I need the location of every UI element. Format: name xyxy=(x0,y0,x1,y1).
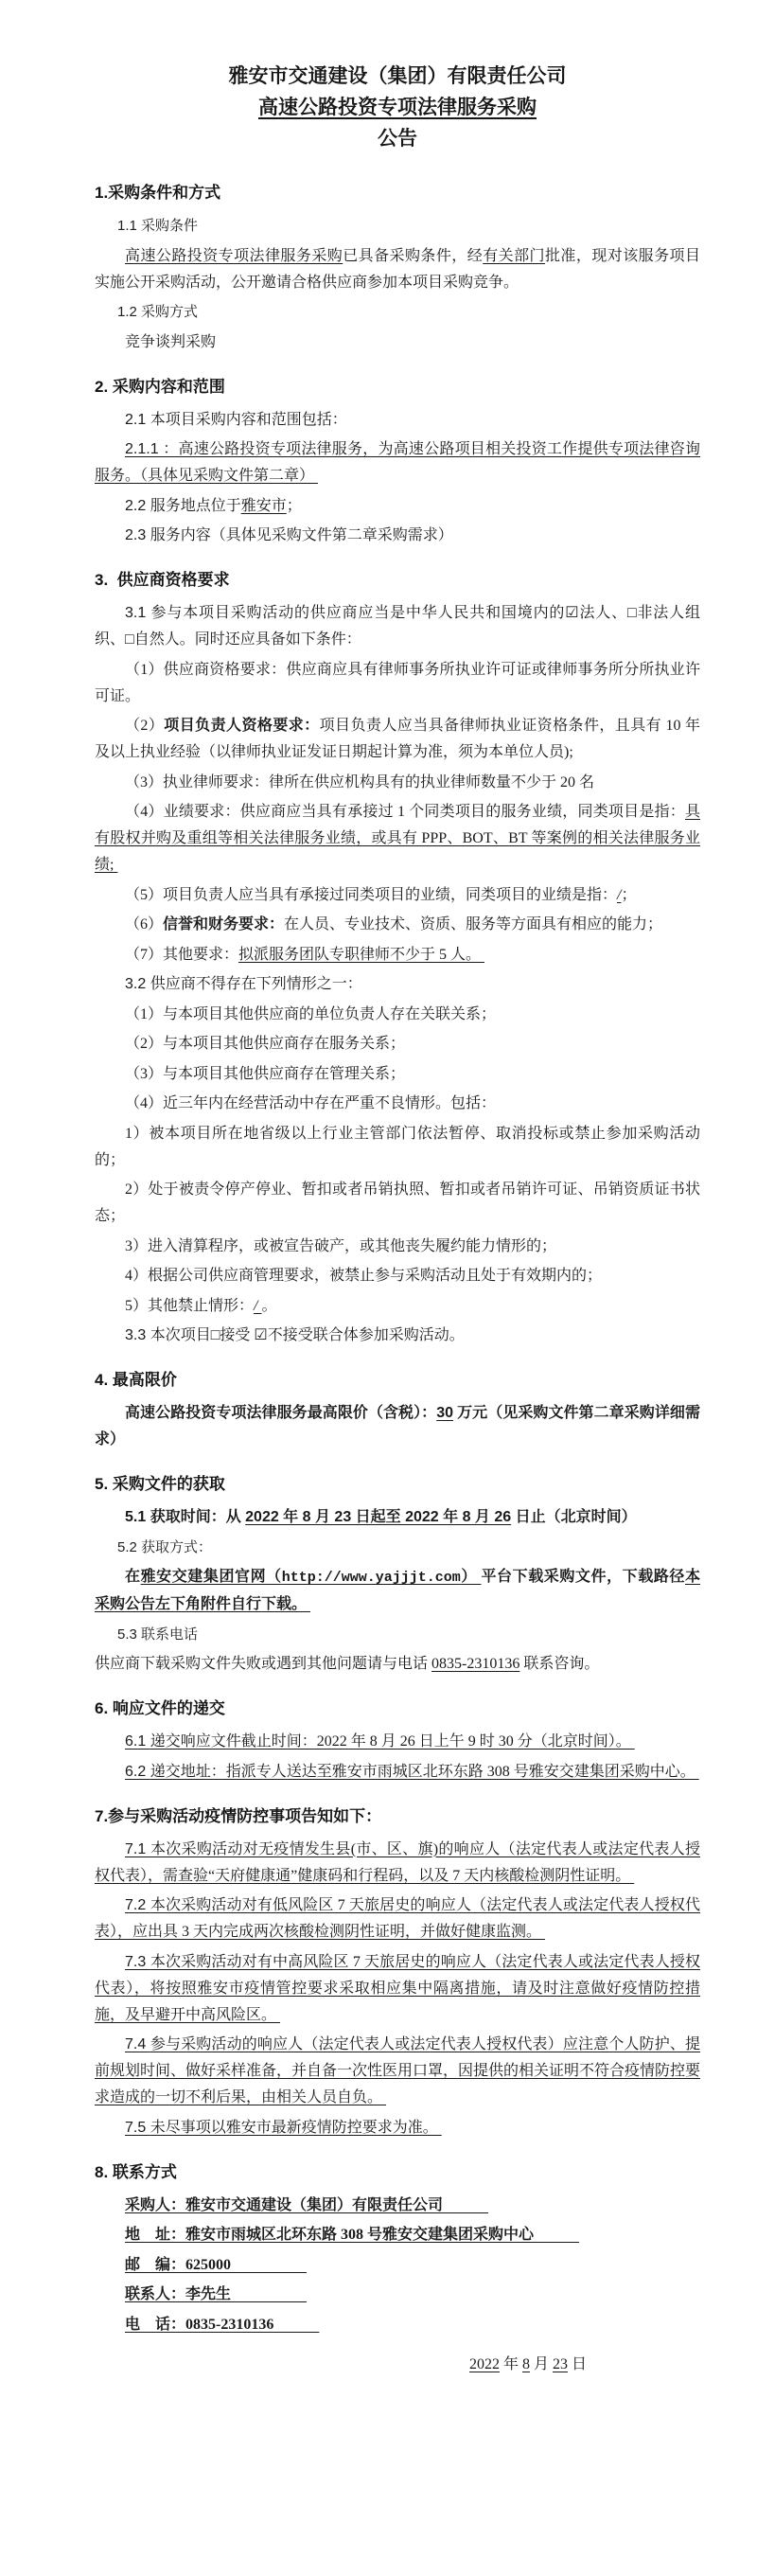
text-segment: / xyxy=(617,886,622,903)
text-segment: 8. 联系方式 xyxy=(95,2162,177,2181)
text-segment: 信誉和财务要求： xyxy=(163,916,285,933)
text-segment: 服务地点位于 xyxy=(150,497,241,514)
section-1-heading xyxy=(95,181,700,205)
clause-7-5 xyxy=(95,2115,700,2141)
text-segment: 平台下载采购文件，下载路径 xyxy=(481,1569,685,1585)
text-segment: 5.1 获取时间：从 xyxy=(125,1509,246,1525)
clause-3-3 xyxy=(95,1323,700,1349)
text-segment: 地 址：雅安市雨城区北环东路 308 号雅安交建集团采购中心 xyxy=(125,2227,580,2243)
announcement-date xyxy=(95,2352,700,2378)
clause-2-3 xyxy=(95,523,700,549)
title-line-company: 雅安市交通建设（集团）有限责任公司 xyxy=(228,65,567,87)
clause-3-2-item-4-sub-4 xyxy=(95,1263,700,1289)
contact-postcode xyxy=(95,2252,700,2279)
text-segment: 自然人。同时还应具备如下条件： xyxy=(133,631,361,648)
text-segment: （3）与本项目其他供应商存在管理关系； xyxy=(125,1065,406,1082)
text-segment: 6.1 xyxy=(125,1733,150,1750)
title-line-project: 高速公路投资专项法律服务采购 xyxy=(258,97,537,118)
text-segment: 联系人：李先生 xyxy=(125,2286,308,2302)
text-segment: / xyxy=(254,1297,262,1314)
clause-3-1-item-1 xyxy=(95,657,700,710)
text-segment: 3. 供应商资格要求 xyxy=(95,571,230,589)
contact-buyer xyxy=(95,2193,700,2219)
text-segment: 批准，现对该服务项目实施公开采购活动，公开邀请合格供应商参加本项目采购竞争。 xyxy=(95,247,700,291)
clause-2-1 xyxy=(95,407,700,434)
date-day: 23 xyxy=(552,2355,568,2372)
text-segment: （2）与本项目其他供应商存在服务关系； xyxy=(125,1036,406,1052)
clause-5-1 xyxy=(95,1504,700,1531)
checkbox-checked-reject-consortium: ☑ xyxy=(254,1327,268,1343)
text-segment: 6. 响应文件的递交 xyxy=(95,1699,225,1717)
text-segment: 未尽事项以雅安市最新疫情防控要求为准。 xyxy=(150,2119,442,2136)
clause-3-2-item-4-sub-2 xyxy=(95,1177,700,1230)
clause-3-2-item-4-sub-5 xyxy=(95,1293,700,1320)
date-year: 2022 xyxy=(468,2355,500,2372)
text-segment: ； xyxy=(286,497,302,514)
text-segment: 采购人：雅安市交通建设（集团）有限责任公司 xyxy=(125,2196,489,2213)
section-5-heading xyxy=(95,1472,700,1497)
text-segment: （2） xyxy=(125,718,165,734)
text-segment: 2. 采购内容和范围 xyxy=(95,377,225,396)
clause-3-1-item-4 xyxy=(95,799,700,879)
text-segment: 5.3 联系电话 xyxy=(117,1626,199,1643)
text-segment: 7.3 xyxy=(125,1953,150,1970)
text-segment: 3.2 xyxy=(125,976,150,992)
text-segment: 7.1 xyxy=(125,1840,150,1857)
text-segment: 高速公路投资专项法律服务，为高速公路项目相关投资工作提供专项法律咨询服务。（具体见采购文件第二章） xyxy=(95,441,700,484)
clause-3-1-item-3 xyxy=(95,770,700,796)
checkbox-unchecked-natural-person: □ xyxy=(125,631,134,648)
text-segment: 项目负责人资格要求： xyxy=(164,718,320,734)
text-segment: （6） xyxy=(125,916,164,933)
text-segment: 不接受联合体参加采购活动。 xyxy=(267,1327,465,1343)
text-segment: 雅安市 xyxy=(240,497,287,514)
checkbox-unchecked-non-legal-person: □ xyxy=(626,605,638,621)
text-segment: 7.参与采购活动疫情防控事项告知如下： xyxy=(95,1806,382,1825)
text-segment: 递交地址：指派专人送达至雅安市雨城区北环东路 308 号雅安交建集团采购中心。 xyxy=(150,1763,699,1780)
text-segment: 3.3 xyxy=(125,1327,150,1343)
section-8-heading xyxy=(95,2160,700,2185)
contact-person xyxy=(95,2282,700,2308)
clause-3-2-item-1 xyxy=(95,1002,700,1028)
text-segment: 年 xyxy=(499,2355,522,2372)
website-url-text: http://www.yajjjt.com xyxy=(281,1570,461,1586)
clause-7-2 xyxy=(95,1892,700,1945)
text-segment: （1）供应商资格要求：供应商应具有律师事务所执业许可证或律师事务所分所执业许可证。 xyxy=(95,661,700,704)
section-3-heading xyxy=(95,568,700,593)
clause-5-3-text xyxy=(95,1651,700,1678)
text-segment: 7.5 xyxy=(125,2119,150,2136)
text-segment: 2.3 xyxy=(125,527,150,543)
text-segment: 竞争谈判采购 xyxy=(125,333,217,350)
text-segment: 万元（见采购文件第二章采购详细需求） xyxy=(95,1405,700,1448)
section-4-heading xyxy=(95,1368,700,1393)
clause-1-2-text xyxy=(95,329,700,356)
text-segment: （4）业绩要求：供应商应当具有承接过 1 个同类项目的服务业绩，同类项目是指： xyxy=(125,804,685,820)
text-segment: 高速公路投资专项法律服务采购 xyxy=(125,247,343,264)
contact-phone xyxy=(95,2312,700,2338)
text-segment: 已具备采购条件，经 xyxy=(343,247,484,264)
text-segment: 供应商下载采购文件失败或遇到其他问题请与电话 xyxy=(95,1656,432,1672)
text-segment: 1.采购条件和方式 xyxy=(95,184,221,202)
text-segment: 具有股权并购及重组等相关法律服务业绩，或具有 PPP、BOT、BT 等案例的相关法律服务业绩; xyxy=(95,804,700,873)
clause-6-2 xyxy=(95,1759,700,1785)
text-segment: 月 xyxy=(529,2355,553,2372)
text-segment: 1.2 采购方式 xyxy=(117,304,199,320)
text-segment: 法人、 xyxy=(578,605,627,621)
clause-2-1-1 xyxy=(95,436,700,489)
clause-7-1 xyxy=(95,1837,700,1890)
text-segment: 5）其他禁止情形： xyxy=(125,1297,255,1314)
text-segment: 2）处于被责令停产停业、暂扣或者吊销执照、暂扣或者吊销许可证、吊销资质证书状态； xyxy=(95,1181,700,1224)
section-7-heading xyxy=(95,1804,700,1829)
text-segment: 3）进入清算程序，或被宣告破产，或其他丧失履约能力情形的； xyxy=(125,1237,557,1254)
clause-3-1 xyxy=(95,600,700,653)
checkbox-unchecked-accept-consortium: □ xyxy=(210,1327,220,1343)
text-segment: ； xyxy=(621,886,637,903)
text-segment: ） xyxy=(460,1569,482,1585)
text-segment: 参与采购活动的响应人（法定代表人或法定代表人授权代表）应注意个人防护、提前规划时间、做好采样准备，并自备一次性医用口罩，因提供的相关证明不符合疫情防控要求造成的一切不利后果，由相关人员自负。 xyxy=(95,2036,701,2105)
text-segment: 本次采购活动对有低风险区 7 天旅居史的响应人（法定代表人或法定代表人授权代表），应出具 3 天内完成两次核酸检测阴性证明，并做好健康监测。 xyxy=(95,1897,700,1940)
clause-4-text xyxy=(95,1400,700,1453)
text-segment: 递交响应文件截止时间：2022 年 8 月 26 日上午 9 时 30 分（北京时间）。 xyxy=(150,1733,635,1750)
text-segment: （4）近三年内在经营活动中存在严重不良情形。包括： xyxy=(125,1095,497,1111)
clause-7-4 xyxy=(95,2032,700,2111)
text-segment: 6.2 xyxy=(125,1763,150,1780)
document-title xyxy=(95,61,700,154)
clause-2-2 xyxy=(95,493,700,520)
text-segment: 非法人组织、 xyxy=(95,605,700,648)
text-segment: 7.4 xyxy=(125,2036,150,2052)
text-segment: 2.1.1 ： xyxy=(125,441,179,457)
text-segment: 供应商不得存在下列情形之一： xyxy=(150,976,362,992)
text-segment: 高速公路投资专项法律服务最高限价（含税）： xyxy=(125,1405,437,1421)
text-segment: 邮 编：625000 xyxy=(125,2256,308,2273)
clause-3-2 xyxy=(95,971,700,998)
text-segment: 项目负责人应当具备律师执业证资格条件，且具有 10 年及以上执业经验（以律师执业证发证日期起计算为准，须为本单位人员); xyxy=(95,718,700,760)
clause-3-1-item-5 xyxy=(95,882,700,909)
clause-5-2-heading xyxy=(117,1535,700,1561)
text-segment: （7）其他要求： xyxy=(125,946,239,963)
text-segment: 日止（北京时间） xyxy=(511,1509,637,1525)
text-segment: 。 xyxy=(261,1297,277,1314)
clause-1-1-heading xyxy=(117,213,700,240)
text-segment: （3）执业律师要求：律所在供应机构具有的执业律师数量不少于 20 名 xyxy=(125,773,595,791)
text-segment: （1）与本项目其他供应商的单位负责人存在关联关系； xyxy=(125,1005,497,1022)
text-segment: 2.2 xyxy=(125,497,150,514)
clause-3-2-item-4-sub-1 xyxy=(95,1121,700,1174)
clause-1-1-text xyxy=(95,243,700,296)
clause-3-2-item-4 xyxy=(95,1091,700,1117)
text-segment: 接受 xyxy=(220,1327,255,1343)
contact-address xyxy=(95,2222,700,2248)
text-segment: 本次采购活动对无疫情发生县(市、区、旗)的响应人（法定代表人或法定代表人授权代表），需查验“天府健康通”健康码和行程码，以及 7 天内核酸检测阴性证明。 xyxy=(95,1840,700,1884)
section-2-heading xyxy=(95,375,700,400)
text-segment: 1.1 采购条件 xyxy=(117,218,199,234)
clause-3-1-item-7 xyxy=(95,942,700,968)
clause-5-3-heading xyxy=(117,1622,700,1648)
text-segment: 7.2 xyxy=(125,1897,150,1913)
price-cap-value: 30 xyxy=(436,1405,454,1421)
date-month: 8 xyxy=(521,2355,530,2372)
text-segment: 参与本项目采购活动的供应商应当是中华人民共和国境内的 xyxy=(150,605,566,621)
text-segment: 4. 最高限价 xyxy=(95,1371,177,1389)
clause-6-1 xyxy=(95,1729,700,1755)
text-segment: 5.2 获取方式： xyxy=(117,1538,213,1555)
text-segment: 日 xyxy=(567,2355,587,2372)
text-segment: 3.1 xyxy=(125,605,151,621)
text-segment: 本次采购活动对有中高风险区 7 天旅居史的响应人（法定代表人或法定代表人授权代表），将按照雅安市疫情管控要求采取相应集中隔离措施，请及时注意做好疫情防控措施，及早避开中高风险区。 xyxy=(95,1953,700,2023)
text-segment: 本项目采购内容和范围包括： xyxy=(150,411,347,428)
document-body xyxy=(95,181,700,2338)
text-segment: 2.1 xyxy=(125,411,150,428)
text-segment: 本次项目 xyxy=(150,1327,211,1343)
document-obtain-period: 2022 年 8 月 23 日起至 2022 年 8 月 26 xyxy=(245,1509,512,1525)
text-segment: 4）根据公司供应商管理要求，被禁止参与采购活动且处于有效期内的； xyxy=(125,1268,603,1284)
clause-3-1-item-2 xyxy=(95,713,700,766)
title-line-notice: 公告 xyxy=(378,128,417,150)
text-segment: 雅安交建集团官网（ xyxy=(140,1569,282,1585)
clause-7-3 xyxy=(95,1949,700,2029)
checkbox-checked-legal-person: ☑ xyxy=(565,605,579,621)
help-phone-number: 0835-2310136 xyxy=(431,1656,520,1672)
text-segment: 拟派服务团队专职律师不少于 5 人。 xyxy=(238,946,485,963)
text-segment: 1）被本项目所在地省级以上行业主管部门依法暂停、取消投标或禁止参加采购活动的； xyxy=(95,1125,700,1168)
text-segment: （5）项目负责人应当具有承接过同类项目的业绩，同类项目的业绩是指： xyxy=(125,886,618,903)
clause-3-2-item-3 xyxy=(95,1061,700,1088)
section-6-heading xyxy=(95,1697,700,1721)
clause-1-2-heading xyxy=(117,299,700,326)
clause-3-2-item-2 xyxy=(95,1031,700,1057)
text-segment: 有关部门 xyxy=(483,247,545,264)
text-segment: 在 xyxy=(125,1569,141,1585)
text-segment: 在人员、专业技术、资质、服务等方面具有相应的能力； xyxy=(284,916,663,933)
text-segment: 本采购公告左下角附件自行下载。 xyxy=(95,1569,700,1612)
clause-3-2-item-4-sub-3 xyxy=(95,1234,700,1260)
text-segment: 联系咨询。 xyxy=(519,1656,600,1672)
clause-5-2-text xyxy=(95,1564,700,1618)
text-segment: 5. 采购文件的获取 xyxy=(95,1475,225,1493)
text-segment: 电 话：0835-2310136 xyxy=(125,2316,320,2333)
text-segment: 服务内容（具体见采购文件第二章采购需求） xyxy=(150,527,453,543)
clause-3-1-item-6 xyxy=(95,912,700,938)
